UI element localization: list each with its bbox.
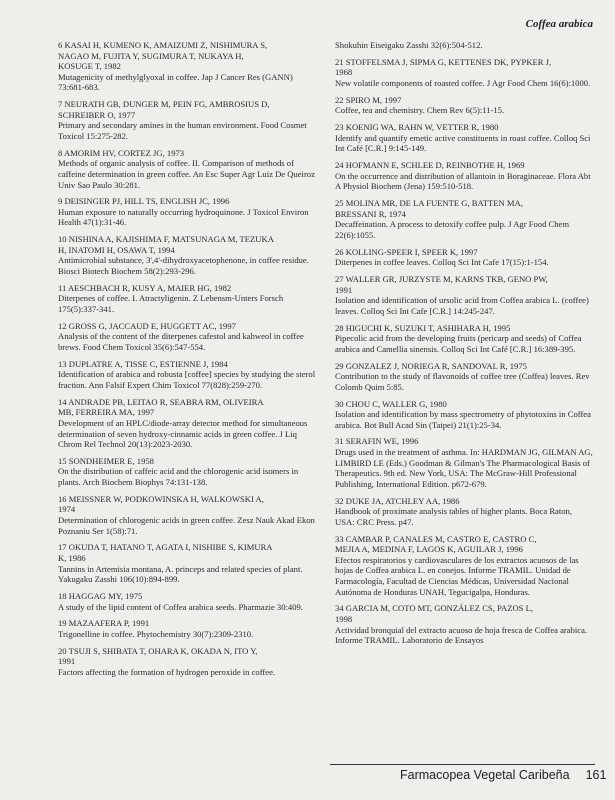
reference-entry bbox=[335, 399, 593, 431]
reference-entry bbox=[58, 618, 316, 639]
reference-authors-line: 27 WALLER GR, JURZYSTE M, KARNS TKB, GENO PW, bbox=[335, 274, 548, 284]
reference-authors-line: 9 DEISINGER PJ, HILL TS, ENGLISH JC, 1996 bbox=[58, 196, 230, 207]
reference-authors-line: 8 AMORIM HV, CORTEZ JG, 1973 bbox=[58, 147, 185, 158]
reference-text: Identification of arabica and robusta [coffee] species by studying the sterol fraction. Ann Falsif Expert Chim Toxicol 77(828):259-270. bbox=[58, 369, 316, 390]
reference-text: Trigonelline in coffee. Phytochemistry 30(7):2309-2310. bbox=[58, 628, 254, 639]
reference-entry bbox=[335, 198, 593, 240]
page-number: 161 bbox=[585, 768, 607, 782]
reference-entry bbox=[335, 534, 593, 598]
reference-authors-line: MB, FERREIRA MA, 1997 bbox=[58, 407, 155, 418]
reference-authors-line: 24 HOFMANN E, SCHLEE D, REINBOTHE H, 1969 bbox=[335, 160, 525, 171]
reference-authors-line: 25 MOLINA MR, DE LA FUENTE G, BATTEN MA, bbox=[335, 198, 523, 209]
reference-authors-line: 16 MEISSNER W, PODKOWINSKA H, WALKOWSKI A, bbox=[58, 493, 264, 504]
reference-authors-line: 14 ANDRADE PB, LEITAO R, SEABRA RM, OLIVEIRA bbox=[58, 396, 264, 407]
reference-text: Human exposure to naturally occurring hydroquinone. J Toxicol Environ Health 47(1):31-46. bbox=[58, 206, 309, 228]
reference-authors-line: NAGAO M, FUJITA Y, SUGIMURA T, NUKAYA H, bbox=[58, 50, 244, 61]
reference-entry bbox=[58, 456, 316, 488]
reference-authors-line: MEJIA A, MEDINA F, LAGOS K, AGUILAR J, 1996 bbox=[335, 544, 523, 555]
reference-text: Shokuhin Eiseigaku Zasshi 32(6):504-512. bbox=[335, 40, 483, 50]
reference-authors-line: 28 HIGUCHI K, SUZUKI T, ASHIHARA H, 1995 bbox=[335, 322, 511, 333]
reference-entry bbox=[335, 496, 593, 528]
reference-text: Diterpenes in coffee leaves. Colloq Sci Int Cafe 17(15):1-154. bbox=[335, 257, 549, 268]
reference-text: Development of an HPLC/diode-array detector method for simultaneous determination of seven hydroxy-cinnamic acids in green coffee. J Liq Chrom Rel Technol 20(13):2023-2030. bbox=[58, 417, 308, 450]
reference-authors-line: 18 HAGGAG MY, 1975 bbox=[58, 590, 143, 601]
reference-authors-line: 32 DUKE JA, ATCHLEY AA, 1986 bbox=[335, 495, 460, 506]
reference-entry bbox=[335, 603, 593, 645]
reference-authors-line: 15 SONDHEIMER E, 1958 bbox=[58, 455, 154, 466]
footer-title: Farmacopea Vegetal Caribeña bbox=[400, 768, 570, 782]
reference-authors-line: 13 DUPLATRE A, TISSE C, ESTIENNE J, 1984 bbox=[58, 358, 228, 369]
reference-entry bbox=[58, 40, 316, 93]
reference-text: Contribution to the study of flavonoids of coffee tree (Coffea) leaves. Rev Colomb Quim 5:85. bbox=[335, 371, 590, 392]
footer-rule bbox=[330, 764, 595, 765]
reference-text: Methods of organic analysis of coffee. II. Comparison of methods of caffeine determination in green coffee. An Esc Super Agr Luiz De Queiroz Univ Sao Paulo 30:281. bbox=[58, 158, 315, 190]
page-footer bbox=[400, 768, 606, 782]
reference-text: Isolation and identification by mass spectrometry of phytotoxins in Coffea arabica. Bot Bull Acad Sin (Taipei) 21(1):25-34. bbox=[335, 409, 591, 430]
reference-authors-line: 22 SPIRO M, 1997 bbox=[335, 94, 402, 105]
reference-entry bbox=[335, 247, 593, 268]
references-right-column bbox=[335, 40, 593, 652]
reference-authors-line: H, INATOMI H, OSAWA T, 1994 bbox=[58, 244, 175, 255]
reference-entry bbox=[335, 361, 593, 393]
reference-authors-line: 1974 bbox=[58, 504, 76, 515]
reference-text: Actividad bronquial del extracto acuoso de hoja fresca de Coffea arabica. Informe TRAMIL. Laboratorio de Ensayos bbox=[335, 624, 588, 646]
reference-authors-line: 12 GROSS G, JACCAUD E, HUGGETT AC, 1997 bbox=[58, 320, 236, 331]
reference-authors-line: 1991 bbox=[58, 656, 76, 667]
reference-authors-line: 21 STOFFELSMA J, SIPMA G, KETTENES DK, PYPKER J, bbox=[335, 56, 552, 67]
reference-authors-line: 20 TSUJI S, SHIBATA T, OHARA K, OKADA N, ITO Y, bbox=[58, 645, 258, 656]
reference-entry bbox=[58, 494, 316, 536]
reference-text: Mutagenicity of methylglyoxal in coffee. Jap J Cancer Res (GANN) 73:681-683. bbox=[58, 71, 293, 93]
reference-text: Factors affecting the formation of hydrogen peroxide in coffee. bbox=[58, 666, 276, 677]
reference-text: Identify and quantify emetic active constituents in roast coffee. Colloq Sci Int Café [C.R.] 9:145-149. bbox=[335, 132, 591, 154]
reference-entry bbox=[58, 234, 316, 276]
reference-entry bbox=[58, 646, 316, 678]
reference-authors-line: SCHREIBER O, 1977 bbox=[58, 109, 136, 120]
reference-entry bbox=[335, 122, 593, 154]
reference-entry bbox=[335, 436, 593, 489]
reference-entry bbox=[58, 321, 316, 353]
references-left-column bbox=[58, 40, 316, 684]
reference-authors-line: 1968 bbox=[335, 67, 353, 78]
reference-authors-line: 1998 bbox=[335, 613, 353, 624]
reference-text: Decaffeination. A process to detoxify coffee pulp. J Agr Food Chem 22(6):1055. bbox=[335, 219, 570, 240]
reference-authors-line: 33 CAMBAR P, CANALES M, CASTRO E, CASTRO C, bbox=[335, 533, 537, 544]
reference-text: Isolation and identification of ursolic acid from Coffea arabica L. (coffee) leaves. Colloq Sci Int Cafe [C.R.] 14:245-247. bbox=[335, 295, 589, 316]
reference-entry bbox=[335, 323, 593, 355]
reference-text: Handbook of proximate analysis tables of higher plants. Boca Raton, USA: CRC Press. p47. bbox=[335, 506, 572, 527]
reference-authors-line: 31 SERAFIN WE, 1996 bbox=[335, 436, 419, 447]
reference-text: Determination of chlorogenic acids in green coffee. Zesz Nauk Akad Ekon Poznaniu Ser 1(58):71. bbox=[58, 515, 315, 536]
reference-authors-line: 26 KOLLING-SPEER I, SPEER K, 1997 bbox=[335, 246, 478, 257]
reference-authors-line: 10 NISHINA A, KAJISHIMA F, MATSUNAGA M, TEZUKA bbox=[58, 234, 274, 245]
reference-text: Antimicrobial substance, 3',4'-dihydroxyacetophenone, in coffee residue. Biosci Biotech Biochem 58(2):293-296. bbox=[58, 255, 309, 277]
reference-entry bbox=[58, 196, 316, 228]
reference-authors-line: BRESSANI R, 1974 bbox=[335, 208, 406, 219]
reference-authors-line: K, 1986 bbox=[58, 553, 86, 563]
reference-authors-line: 34 GARCIA M, COTO MT, GONZÁLEZ CS, PAZOS L, bbox=[335, 603, 533, 614]
reference-entry bbox=[58, 591, 316, 612]
reference-entry bbox=[58, 542, 316, 584]
reference-authors-line: KOSUGE T, 1982 bbox=[58, 61, 121, 72]
reference-entry bbox=[58, 397, 316, 450]
reference-text: On the occurrence and distribution of allantoin in Boraginaceae. Flora Abt A Physiol Biochem (Jena) 159:510-518. bbox=[335, 170, 591, 192]
reference-text: On the distribution of caffeic acid and the chlorogenic acid isomers in plants. Arch Biochem Biophys 74:131-138. bbox=[58, 466, 299, 488]
reference-entry bbox=[335, 95, 593, 116]
reference-entry bbox=[58, 148, 316, 190]
reference-text: A study of the lipid content of Coffea arabica seeds. Pharmazie 30:409. bbox=[58, 601, 303, 612]
reference-entry bbox=[58, 99, 316, 141]
reference-text: Primary and secondary amines in the human environment. Food Cosmet Toxicol 15:275-282. bbox=[58, 120, 307, 141]
running-head: Coffea arabica bbox=[525, 18, 593, 30]
reference-text: Diterpenes of coffee. I. Atractyligenin. Z Lebensm-Unters Forsch 175(5):337-341. bbox=[58, 293, 284, 314]
reference-entry bbox=[335, 40, 593, 51]
reference-authors-line: 6 KASAI H, KUMENO K, AMAIZUMI Z, NISHIMURA S, bbox=[58, 40, 268, 50]
reference-text: New volatile components of roasted coffee. J Agr Food Chem 16(6):1000. bbox=[335, 77, 591, 88]
reference-text: Efectos respiratorios y cardiovasculares de los extractos acuosos de las hojas de Coffea arabica L. en conejos. Informe TRAMIL. Unidad de Farmacología, Facultad de Ciencias Médicas, Universidad Nacional Autónoma de Honduras UNAH, Tegucigalpa, Honduras. bbox=[335, 554, 579, 597]
reference-entry bbox=[58, 283, 316, 315]
reference-authors-line: 19 MAZAAFERA P, 1991 bbox=[58, 618, 150, 629]
reference-text: Coffee, tea and chemistry. Chem Rev 6(5):11-15. bbox=[335, 105, 505, 116]
reference-text: Tannins in Artemisia montana, A. princeps and related species of plant. Yakugaku Zasshi 106(10):894-899. bbox=[58, 563, 303, 585]
reference-entry bbox=[335, 160, 593, 192]
reference-text: Pipecolic acid from the developing fruits (pericarp and seeds) of Coffea arabica and Camellia sinensis. Colloq Sci Int Café [C.R.] 16:389-395. bbox=[335, 333, 582, 354]
reference-entry bbox=[335, 274, 593, 316]
reference-entry bbox=[58, 359, 316, 391]
reference-text: Analysis of the content of the diterpenes cafestol and kahweol in coffee brews. Food Chem Toxicol 35(6):547-554. bbox=[58, 331, 304, 352]
reference-entry bbox=[335, 57, 593, 89]
reference-authors-line: 11 AESCHBACH R, KUSY A, MAIER HG, 1982 bbox=[58, 282, 232, 293]
reference-authors-line: 23 KOENIG WA, RAHN W, VETTER R, 1980 bbox=[335, 122, 499, 133]
reference-authors-line: 17 OKUDA T, HATANO T, AGATA I, NISHIBE S, KIMURA bbox=[58, 542, 273, 553]
reference-authors-line: 29 GONZALEZ J, NORIEGA R, SANDOVAL R, 1975 bbox=[335, 360, 527, 371]
reference-text: Drugs used in the treatment of asthma. In: HARDMAN JG, GILMAN AG, LIMBIRD LE (Eds.) Goodman & Gilman's The Pharmacological Basis of Therapeutics. 9th ed. New York, USA: The McGraw-Hill Professional Publishing, International Edition. p672-679. bbox=[335, 447, 593, 489]
reference-authors-line: 30 CHOU C, WALLER G, 1980 bbox=[335, 398, 447, 409]
reference-authors-line: 7 NEURATH GB, DUNGER M, PEIN FG, AMBROSIUS D, bbox=[58, 99, 270, 110]
reference-authors-line: 1991 bbox=[335, 284, 353, 295]
